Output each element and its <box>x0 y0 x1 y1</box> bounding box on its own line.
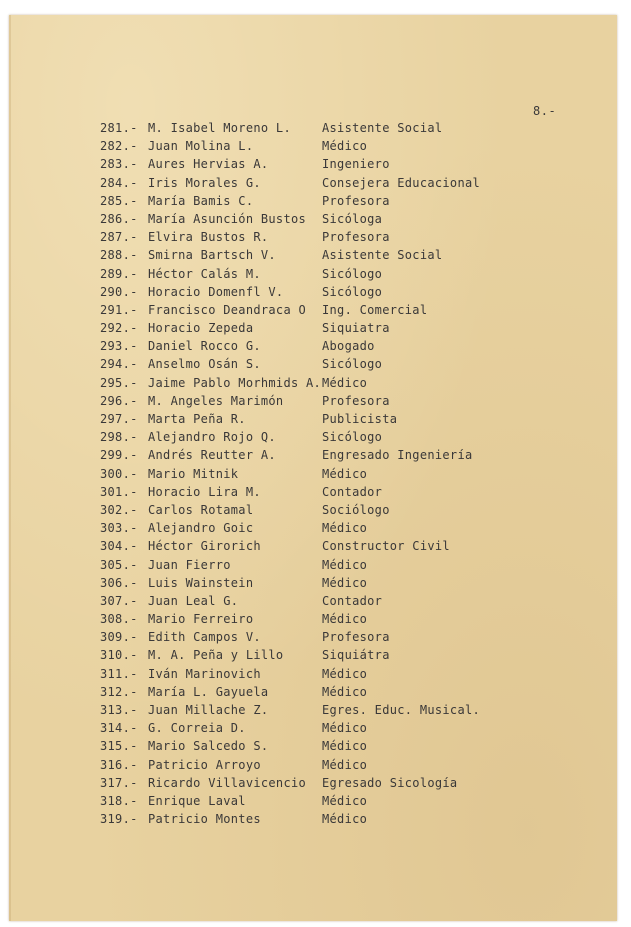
list-item <box>9 119 617 137</box>
entry-number: 297.- <box>100 412 138 426</box>
occupation: Consejera Educacional <box>322 175 481 190</box>
entry-number: 294.- <box>100 357 138 372</box>
entry-number: 318.- <box>100 793 138 808</box>
occupation: Médico <box>322 375 368 390</box>
entry-number: 299.- <box>100 448 138 463</box>
list-item <box>9 174 617 192</box>
occupation: Siquiatra <box>322 321 390 336</box>
occupation: Médico <box>322 612 368 627</box>
list-item <box>9 392 617 410</box>
entry-number: 287.- <box>100 230 138 245</box>
person-name: Alejandro Goic <box>148 521 254 536</box>
entry-number: 317.- <box>100 775 138 790</box>
entry-number: 314.- <box>100 721 138 736</box>
entry-number: 300.- <box>100 466 138 481</box>
list-item <box>9 465 617 483</box>
occupation: Ingeniero <box>322 157 390 172</box>
occupation: Sicólogo <box>322 430 383 445</box>
person-name: Horacio Domenfl V. <box>148 284 284 299</box>
occupation: Contador <box>322 593 383 608</box>
entry-number: 312.- <box>100 684 138 699</box>
entry-number: 311.- <box>100 666 138 681</box>
person-name: Enrique Laval <box>148 793 246 808</box>
occupation: Profesora <box>322 230 390 245</box>
person-name: Andrés Reutter A. <box>148 448 276 463</box>
person-name: Mario Ferreiro <box>148 612 254 627</box>
list-item <box>9 810 617 828</box>
entry-number: 306.- <box>100 575 138 590</box>
list-item <box>9 701 617 719</box>
entry-number: 290.- <box>100 284 138 299</box>
person-name: Marta Peña R. <box>148 412 246 426</box>
person-name: Edith Campos V. <box>148 630 261 645</box>
occupation: Médico <box>322 739 368 754</box>
entry-number: 315.- <box>100 739 138 754</box>
entry-number: 309.- <box>100 630 138 645</box>
person-name: Aures Hervias A. <box>148 157 269 172</box>
list-item <box>9 446 617 464</box>
entry-number: 291.- <box>100 302 138 317</box>
person-name: G. Correia D. <box>148 721 246 736</box>
occupation: Ing. Comercial <box>322 302 428 317</box>
person-name: Iris Morales G. <box>148 175 261 190</box>
list-item <box>9 537 617 555</box>
occupation: Constructor Civil <box>322 539 450 554</box>
occupation: Médico <box>322 793 368 808</box>
person-name: Ricardo Villavicencio <box>148 775 307 790</box>
occupation: Médico <box>322 139 368 154</box>
list-item <box>9 410 617 428</box>
person-name: M. Angeles Marimón <box>148 393 284 408</box>
occupation: Médico <box>322 684 368 699</box>
occupation: Profesora <box>322 630 390 645</box>
person-name: Héctor Calás M. <box>148 266 261 281</box>
person-name: Horacio Zepeda <box>148 321 254 336</box>
list-item <box>9 137 617 155</box>
list-item <box>9 774 617 792</box>
occupation: Sociólogo <box>322 502 390 517</box>
person-name: Elvira Bustos R. <box>148 230 269 245</box>
occupation: Engresado Ingeniería <box>322 448 473 463</box>
list-item <box>9 355 617 373</box>
occupation: Egresado Sicología <box>322 775 458 790</box>
list-item <box>9 501 617 519</box>
person-name: María Asunción Bustos <box>148 211 307 226</box>
occupation: Sicólogo <box>322 357 383 372</box>
entry-number: 303.- <box>100 521 138 536</box>
occupation: Siquiátra <box>322 648 390 663</box>
occupation: Médico <box>322 557 368 572</box>
occupation: Médico <box>322 521 368 536</box>
occupation: Médico <box>322 721 368 736</box>
entry-number: 308.- <box>100 612 138 627</box>
entry-list <box>9 119 617 828</box>
list-item <box>9 428 617 446</box>
occupation: Sicólogo <box>322 266 383 281</box>
occupation: Médico <box>322 575 368 590</box>
entry-number: 301.- <box>100 484 138 499</box>
person-name: Patricio Arroyo <box>148 757 261 772</box>
list-item <box>9 228 617 246</box>
list-item <box>9 628 617 646</box>
person-name: Iván Marinovich <box>148 666 261 681</box>
person-name: María L. Gayuela <box>148 684 269 699</box>
entry-number: 310.- <box>100 648 138 663</box>
occupation: Asistente Social <box>322 121 443 135</box>
person-name: María Bamis C. <box>148 193 254 208</box>
list-item <box>9 646 617 664</box>
person-name: Juan Millache Z. <box>148 703 269 717</box>
person-name: Juan Leal G. <box>148 593 239 608</box>
entry-number: 298.- <box>100 430 138 445</box>
occupation: Médico <box>322 812 368 827</box>
list-item <box>9 683 617 701</box>
entry-number: 286.- <box>100 211 138 226</box>
person-name: Mario Salcedo S. <box>148 739 269 754</box>
entry-number: 304.- <box>100 539 138 554</box>
person-name: M. A. Peña y Lillo <box>148 648 284 663</box>
list-item <box>9 592 617 610</box>
person-name: Luis Wainstein <box>148 575 254 590</box>
entry-number: 305.- <box>100 557 138 572</box>
occupation: Profesora <box>322 393 390 408</box>
person-name: Patricio Montes <box>148 812 261 827</box>
document-page <box>9 15 617 921</box>
entry-number: 316.- <box>100 757 138 772</box>
occupation: Publicista <box>322 412 398 426</box>
entry-number: 288.- <box>100 248 138 263</box>
person-name: M. Isabel Moreno L. <box>148 121 291 135</box>
entry-number: 295.- <box>100 375 138 390</box>
entry-number: 302.- <box>100 502 138 517</box>
list-item <box>9 556 617 574</box>
person-name: Juan Molina L. <box>148 139 254 154</box>
person-name: Mario Mitnik <box>148 466 239 481</box>
list-item <box>9 483 617 501</box>
entry-number: 293.- <box>100 339 138 354</box>
person-name: Carlos Rotamal <box>148 502 254 517</box>
page-number: 8.- <box>533 104 557 118</box>
entry-number: 282.- <box>100 139 138 154</box>
person-name: Horacio Lira M. <box>148 484 261 499</box>
list-item <box>9 155 617 173</box>
list-item <box>9 610 617 628</box>
list-item <box>9 719 617 737</box>
list-item <box>9 265 617 283</box>
person-name: Anselmo Osán S. <box>148 357 261 372</box>
occupation: Contador <box>322 484 383 499</box>
entry-number: 292.- <box>100 321 138 336</box>
occupation: Médico <box>322 666 368 681</box>
entry-number: 319.- <box>100 812 138 827</box>
list-item <box>9 665 617 683</box>
list-item <box>9 792 617 810</box>
entry-number: 284.- <box>100 175 138 190</box>
list-item <box>9 301 617 319</box>
list-item <box>9 574 617 592</box>
occupation: Sicóloga <box>322 211 383 226</box>
person-name: Francisco Deandraca O <box>148 302 307 317</box>
occupation: Sicólogo <box>322 284 383 299</box>
list-item <box>9 337 617 355</box>
person-name: Juan Fierro <box>148 557 231 572</box>
list-item <box>9 192 617 210</box>
occupation: Profesora <box>322 193 390 208</box>
entry-number: 313.- <box>100 703 138 717</box>
list-item <box>9 374 617 392</box>
occupation: Egres. Educ. Musical. <box>322 703 481 717</box>
entry-number: 289.- <box>100 266 138 281</box>
list-item <box>9 283 617 301</box>
person-name: Alejandro Rojo Q. <box>148 430 276 445</box>
occupation: Médico <box>322 757 368 772</box>
entry-number: 307.- <box>100 593 138 608</box>
entry-number: 285.- <box>100 193 138 208</box>
entry-number: 283.- <box>100 157 138 172</box>
list-item <box>9 737 617 755</box>
person-name: Smirna Bartsch V. <box>148 248 276 263</box>
list-item <box>9 756 617 774</box>
entry-number: 296.- <box>100 393 138 408</box>
person-name: Daniel Rocco G. <box>148 339 261 354</box>
person-name: Jaime Pablo Morhmids A. <box>148 375 322 390</box>
list-item <box>9 319 617 337</box>
list-item <box>9 210 617 228</box>
person-name: Héctor Girorich <box>148 539 261 554</box>
entry-number: 281.- <box>100 121 138 135</box>
occupation: Asistente Social <box>322 248 443 263</box>
list-item <box>9 246 617 264</box>
list-item <box>9 519 617 537</box>
occupation: Abogado <box>322 339 375 354</box>
occupation: Médico <box>322 466 368 481</box>
